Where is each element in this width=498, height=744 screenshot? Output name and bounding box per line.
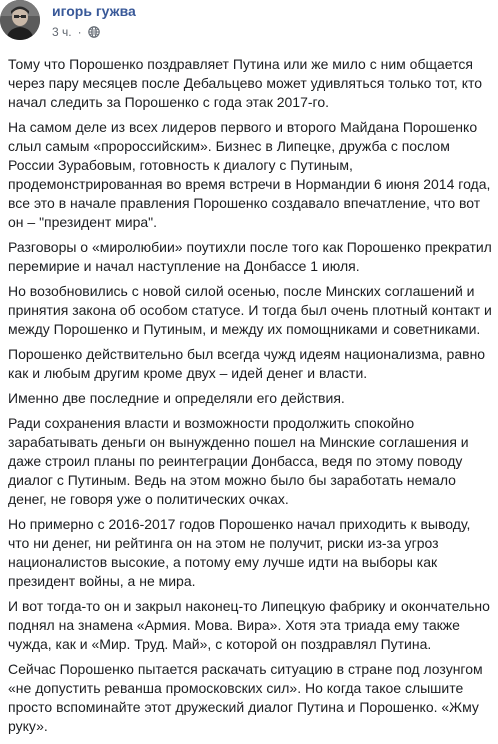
avatar[interactable] — [0, 0, 40, 40]
post-paragraph: Сейчас Порошенко пытается раскачать ситуацию в стране под лозунгом «не допустить реванша промосковских сил». Но когда такое слышите просто вспоминайте этот дружеский диалог Путина и Порошенко. «Жму руку». — [8, 661, 483, 734]
post-paragraph: Но возобновились с новой силой осенью, после Минских соглашений и принятия закона об особом статусе. И тогда был очень плотный контакт и между Порошенко и Путиным, и между их помощниками и советниками. — [8, 283, 492, 337]
post-paragraph: Именно две последние и определяли его действия. — [8, 390, 345, 406]
meta-separator: · — [77, 25, 82, 39]
post-paragraph: И вот тогда-то он и закрыл наконец-то Липецкую фабрику и окончательно поднял на знамена «Армия. Мова. Вира». Хотя эта триада ему также чужда, как и «Мир. Труд. Май», с которой он поздравлял Путина. — [8, 598, 490, 652]
post-header — [0, 0, 498, 50]
post-body — [8, 55, 492, 742]
post-paragraph: Тому что Порошенко поздравляет Путина или же мило с ним общается через пару месяцев после Дебальцево может удивляться только тот, кто начал следить за Порошенко с года этак 2017-го. — [8, 56, 483, 110]
post-meta — [52, 25, 100, 39]
post-paragraph: Но примерно с 2016-2017 годов Порошенко начал приходить к выводу, что ни денег, ни рейтинга он на этом не получит, риски из-за угроз националистов высокие, а потому ему лучше идти на выборы как президент войны, а не мира. — [8, 516, 471, 589]
post-paragraph: Ради сохранения власти и возможности продолжить спокойно зарабатывать деньги он вынужденно пошел на Минские соглашения и даже строил планы по реинтеграции Донбасса, ведя по этому поводу диалог с Путиным. Ведь на этом можно было бы заработать немало денег, не говоря уже о политических очках. — [8, 415, 469, 507]
post-timestamp[interactable]: 3 ч. — [52, 25, 72, 39]
author-name-link[interactable]: игорь гужва — [52, 3, 136, 19]
post-paragraph: На самом деле из всех лидеров первого и второго Майдана Порошенко слыл самым «пророссийским». Бизнес в Липецке, дружба с послом России Зурабовым, готовность к диалогу с Путиным, продемонстрированная во время встречи в Нормандии 6 июня 2014 года, все это в начале правления Порошенко создавало впечатление, что вот он – "президент мира". — [8, 119, 491, 230]
post-paragraph: Порошенко действительно был всегда чужд идеям национализма, равно как и любым другим кроме двух – идей денег и власти. — [8, 346, 486, 381]
post-paragraph: Разговоры о «миролюбии» поутихли после того как Порошенко прекратил перемирие и начал наступление на Донбассе 1 июля. — [8, 239, 492, 274]
avatar-photo-icon — [0, 0, 40, 40]
globe-icon[interactable] — [88, 26, 100, 38]
